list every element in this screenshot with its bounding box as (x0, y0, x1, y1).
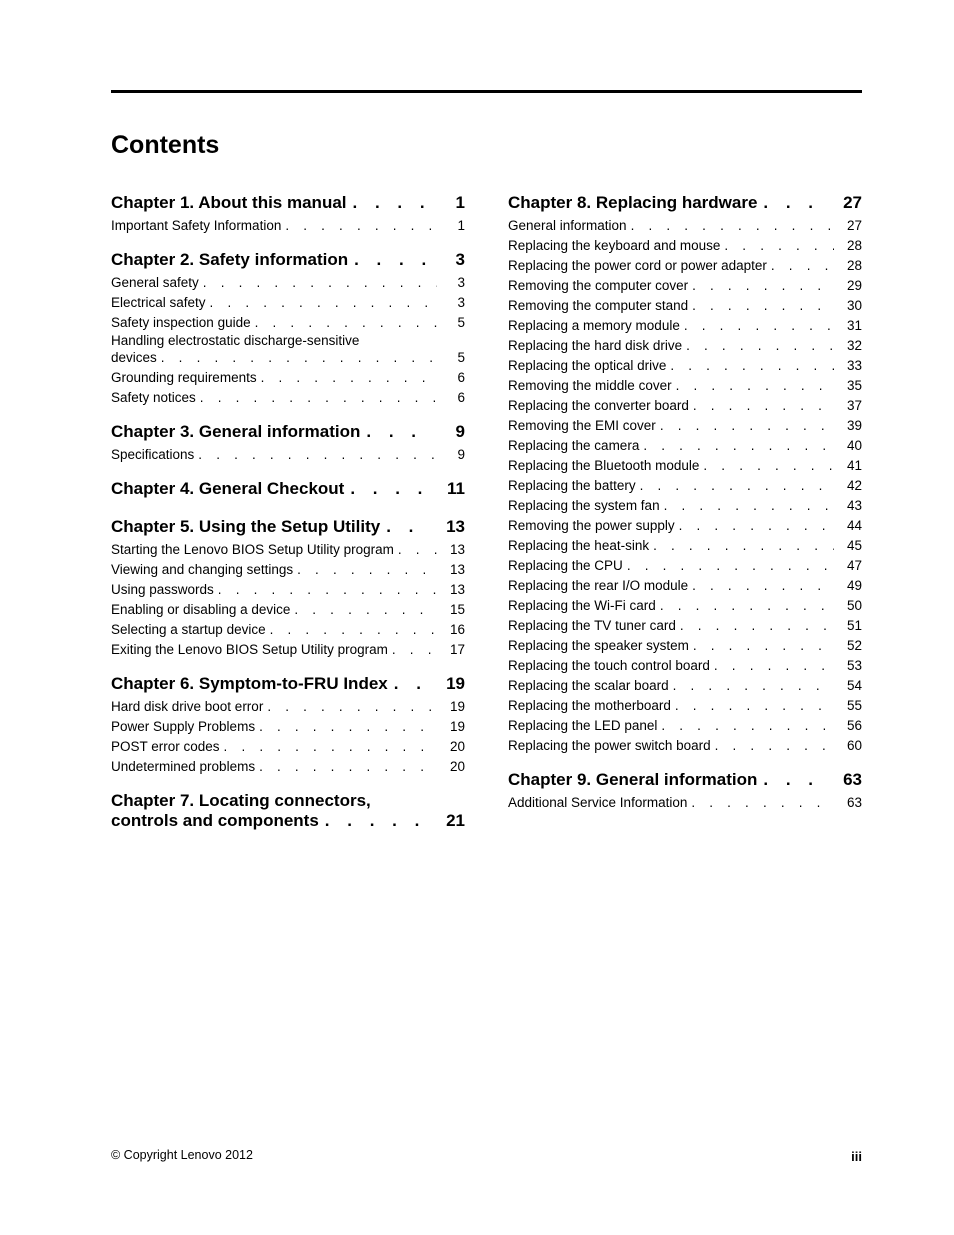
chapter-title: Chapter 5. Using the Setup Utility (111, 517, 381, 536)
entry-title: Hard disk drive boot error (111, 699, 264, 714)
entry-page-number: 3 (457, 275, 465, 290)
chapter-link[interactable] (508, 770, 862, 790)
entry-title: Replacing the CPU (508, 558, 623, 573)
toc-entry[interactable] (508, 736, 862, 756)
dot-leader (259, 717, 437, 737)
dot-leader (386, 517, 431, 537)
entry-title: Removing the middle cover (508, 378, 672, 393)
toc-entry[interactable] (111, 216, 465, 236)
entry-title: Replacing the keyboard and mouse (508, 238, 721, 253)
toc-entry[interactable] (111, 580, 465, 600)
dot-leader (640, 476, 834, 496)
entry-page-number: 13 (449, 562, 465, 577)
toc-entry[interactable] (508, 456, 862, 476)
dot-leader (771, 256, 834, 276)
entry-page-number: 40 (846, 438, 862, 453)
chapter-page-number: 9 (455, 422, 465, 441)
dot-leader (676, 376, 834, 396)
entry-page-number: 28 (846, 238, 862, 253)
toc-entry[interactable] (111, 620, 465, 640)
entry-page-number: 13 (449, 542, 465, 557)
toc-entry[interactable] (508, 576, 862, 596)
toc-entry[interactable] (508, 376, 862, 396)
dot-leader (692, 576, 834, 596)
dot-leader (664, 496, 834, 516)
chapter-title: Chapter 2. Safety information (111, 250, 349, 269)
dot-leader (660, 416, 834, 436)
dot-leader (691, 793, 834, 813)
toc-entry[interactable] (508, 636, 862, 656)
entry-page-number: 52 (846, 638, 862, 653)
entry-page-number: 43 (846, 498, 862, 513)
entry-page-number: 53 (846, 658, 862, 673)
entry-title: Important Safety Information (111, 218, 282, 233)
toc-entry[interactable] (508, 556, 862, 576)
toc-entry[interactable] (508, 236, 862, 256)
dot-leader (261, 368, 437, 388)
chapter-link[interactable] (111, 422, 465, 442)
dot-leader (325, 811, 431, 831)
entry-page-number: 33 (846, 358, 862, 373)
toc-entry[interactable] (111, 273, 465, 293)
entry-title: Replacing the heat-sink (508, 538, 650, 553)
entry-page-number: 3 (457, 295, 465, 310)
entry-page-number: 30 (846, 298, 862, 313)
toc-entry[interactable] (111, 388, 465, 408)
chapter-title: Chapter 9. General information (508, 770, 758, 789)
dot-leader (724, 236, 834, 256)
toc-entry[interactable] (508, 216, 862, 236)
entry-title: General information (508, 218, 627, 233)
chapter-spacer (111, 834, 465, 849)
entry-page-number: 47 (846, 558, 862, 573)
entry-page-number: 39 (846, 418, 862, 433)
entry-page-number: 54 (846, 678, 862, 693)
entry-page-number: 55 (846, 698, 862, 713)
dot-leader (715, 736, 834, 756)
chapter-entries (111, 273, 465, 408)
entry-page-number: 63 (846, 795, 862, 810)
entry-title: Replacing a memory module (508, 318, 680, 333)
chapter-title: Chapter 6. Symptom-to-FRU Index (111, 674, 388, 693)
entry-page-number: 44 (846, 518, 862, 533)
entry-page-number: 17 (449, 642, 465, 657)
page-number: iii (851, 1149, 862, 1164)
dot-leader (660, 596, 834, 616)
entry-page-number: 20 (449, 759, 465, 774)
chapter-page-number: 63 (843, 770, 862, 789)
chapter-entries (111, 697, 465, 777)
dot-leader (394, 674, 431, 694)
chapter-spacer (508, 756, 862, 770)
dot-leader (763, 770, 828, 790)
chapter-heading (111, 674, 465, 694)
chapter-link[interactable] (111, 479, 465, 499)
entry-page-number: 56 (846, 718, 862, 733)
entry-page-number: 42 (846, 478, 862, 493)
dot-leader (353, 193, 431, 213)
dot-leader (675, 696, 834, 716)
entry-title: Replacing the motherboard (508, 698, 671, 713)
chapter-heading (111, 479, 465, 499)
chapter-heading (508, 770, 862, 790)
entry-title: Additional Service Information (508, 795, 688, 810)
entry-title: Replacing the hard disk drive (508, 338, 683, 353)
entry-page-number: 19 (449, 699, 465, 714)
dot-leader (763, 193, 828, 213)
chapter-heading (111, 250, 465, 270)
dot-leader (294, 600, 437, 620)
dot-leader (661, 716, 834, 736)
dot-leader (693, 636, 834, 656)
entry-page-number: 50 (846, 598, 862, 613)
entry-title: Removing the computer cover (508, 278, 689, 293)
dot-leader (210, 293, 437, 313)
toc-entry[interactable] (508, 336, 862, 356)
dot-leader (285, 216, 437, 236)
chapter-page-number: 21 (446, 811, 465, 830)
dot-leader (270, 620, 437, 640)
toc-entry[interactable] (508, 476, 862, 496)
dot-leader (643, 436, 834, 456)
entry-title: General safety (111, 275, 199, 290)
entry-title: Removing the power supply (508, 518, 675, 533)
toc-entry[interactable] (111, 640, 465, 660)
chapter-spacer (111, 465, 465, 479)
entry-page-number: 1 (457, 218, 465, 233)
toc-entry[interactable] (508, 436, 862, 456)
dot-leader (631, 216, 834, 236)
dot-leader (354, 250, 431, 270)
entry-title: Specifications (111, 447, 195, 462)
entry-page-number: 5 (457, 350, 465, 365)
toc-entry[interactable] (508, 496, 862, 516)
dot-leader (203, 273, 437, 293)
dot-leader (161, 348, 437, 368)
entry-title: Replacing the battery (508, 478, 636, 493)
entry-page-number: 51 (846, 618, 862, 633)
chapter-link[interactable] (111, 674, 465, 694)
toc-entry[interactable] (508, 596, 862, 616)
toc-entry[interactable] (508, 276, 862, 296)
chapter-page-number: 11 (447, 479, 465, 498)
entry-page-number: 29 (846, 278, 862, 293)
dot-leader (255, 313, 437, 333)
chapter-spacer (111, 660, 465, 674)
dot-leader (297, 560, 437, 580)
chapter-entries (508, 216, 862, 756)
chapter-heading (111, 193, 465, 213)
dot-leader (350, 479, 431, 499)
toc-entry[interactable] (508, 516, 862, 536)
chapter-page-number: 3 (455, 250, 465, 269)
toc-entry[interactable] (508, 716, 862, 736)
chapter-spacer (111, 502, 465, 517)
dot-leader (686, 336, 834, 356)
entry-page-number: 60 (846, 738, 862, 753)
toc-entry[interactable] (508, 356, 862, 376)
copyright-notice: © Copyright Lenovo 2012 (111, 1148, 253, 1162)
chapter-title: Chapter 1. About this manual (111, 193, 347, 212)
dot-leader (259, 757, 437, 777)
entry-page-number: 45 (846, 538, 862, 553)
entry-title: Exiting the Lenovo BIOS Setup Utility program (111, 642, 388, 657)
entry-title: Using passwords (111, 582, 214, 597)
dot-leader (679, 516, 834, 536)
toc-entry[interactable] (508, 696, 862, 716)
toc-entry[interactable] (508, 256, 862, 276)
toc-entry[interactable] (111, 757, 465, 777)
entry-title: Replacing the power switch board (508, 738, 711, 753)
chapter-spacer (508, 813, 862, 827)
chapter-page-number: 13 (446, 517, 465, 536)
chapter-heading (111, 422, 465, 442)
entry-title: Replacing the camera (508, 438, 640, 453)
entry-page-number: 16 (449, 622, 465, 637)
entry-page-number: 5 (457, 315, 465, 330)
dot-leader (692, 276, 834, 296)
toc-left-column (111, 193, 465, 849)
chapter-page-number: 27 (843, 193, 862, 212)
dot-leader (670, 356, 834, 376)
entry-title: Replacing the Wi-Fi card (508, 598, 656, 613)
dot-leader (693, 396, 834, 416)
dot-leader (684, 316, 834, 336)
chapter-heading (111, 791, 465, 831)
chapter-heading (508, 193, 862, 213)
toc-entry[interactable] (111, 600, 465, 620)
chapter-title: Chapter 3. General information (111, 422, 361, 441)
chapter-spacer (111, 408, 465, 422)
entry-title: Enabling or disabling a device (111, 602, 291, 617)
entry-page-number: 49 (846, 578, 862, 593)
toc-entry[interactable] (111, 348, 465, 368)
entry-title: Replacing the Bluetooth module (508, 458, 700, 473)
entry-page-number: 27 (846, 218, 862, 233)
dot-leader (224, 737, 437, 757)
toc-entry[interactable] (111, 737, 465, 757)
entry-page-number: 28 (846, 258, 862, 273)
toc-entry[interactable] (508, 296, 862, 316)
dot-leader (398, 540, 437, 560)
chapter-page-number: 1 (455, 193, 465, 212)
toc-entry[interactable] (508, 536, 862, 556)
entry-title: Electrical safety (111, 295, 206, 310)
entry-title: Replacing the scalar board (508, 678, 669, 693)
entry-title: Safety inspection guide (111, 315, 251, 330)
entry-page-number: 6 (457, 390, 465, 405)
toc-entry[interactable] (508, 656, 862, 676)
dot-leader (218, 580, 437, 600)
entry-title: Replacing the TV tuner card (508, 618, 676, 633)
dot-leader (692, 296, 834, 316)
toc-entry[interactable] (111, 445, 465, 465)
dot-leader (673, 676, 834, 696)
entry-page-number: 13 (449, 582, 465, 597)
entry-title: devices (111, 350, 157, 365)
entry-title: Starting the Lenovo BIOS Setup Utility program (111, 542, 394, 557)
toc-entry[interactable] (111, 697, 465, 717)
dot-leader (653, 536, 834, 556)
toc-entry[interactable] (111, 560, 465, 580)
toc-entry[interactable] (508, 616, 862, 636)
dot-leader (627, 556, 834, 576)
toc-entry[interactable] (111, 293, 465, 313)
chapter-title-line: Chapter 7. Locating connectors, (111, 791, 371, 810)
chapter-link[interactable] (111, 250, 465, 270)
chapter-entries (111, 540, 465, 660)
chapter-entries (508, 793, 862, 813)
entry-page-number: 37 (846, 398, 862, 413)
chapter-entries (111, 216, 465, 236)
header-rule (111, 90, 862, 93)
chapter-link[interactable] (508, 193, 862, 213)
dot-leader (366, 422, 431, 442)
entry-page-number: 41 (846, 458, 862, 473)
chapter-title: controls and components (111, 811, 319, 830)
dot-leader (392, 640, 437, 660)
toc-entry[interactable] (508, 396, 862, 416)
dot-leader (714, 656, 834, 676)
toc-entry[interactable] (508, 416, 862, 436)
entry-title: Removing the computer stand (508, 298, 689, 313)
entry-title: Power Supply Problems (111, 719, 256, 734)
entry-title: Replacing the converter board (508, 398, 689, 413)
entry-page-number: 15 (449, 602, 465, 617)
toc-right-column (508, 193, 862, 827)
entry-title: Undetermined problems (111, 759, 256, 774)
toc-entry[interactable] (508, 676, 862, 696)
entry-page-number: 35 (846, 378, 862, 393)
entry-title: Replacing the speaker system (508, 638, 689, 653)
entry-title: Selecting a startup device (111, 622, 266, 637)
chapter-entries (111, 445, 465, 465)
dot-leader (267, 697, 437, 717)
toc-entry[interactable] (508, 316, 862, 336)
toc-entry[interactable] (111, 313, 465, 333)
chapter-link[interactable] (111, 517, 465, 537)
entry-page-number: 19 (449, 719, 465, 734)
entry-page-number: 20 (449, 739, 465, 754)
chapter-spacer (111, 236, 465, 250)
page-title: Contents (111, 131, 220, 159)
entry-title: Viewing and changing settings (111, 562, 294, 577)
toc-entry[interactable] (508, 793, 862, 813)
dot-leader (680, 616, 834, 636)
chapter-link[interactable] (111, 811, 465, 831)
entry-title: Replacing the power cord or power adapter (508, 258, 767, 273)
toc-entry[interactable] (111, 540, 465, 560)
chapter-title: Chapter 4. General Checkout (111, 479, 345, 498)
dot-leader (198, 445, 437, 465)
entry-title: Replacing the system fan (508, 498, 660, 513)
entry-page-number: 31 (846, 318, 862, 333)
entry-title-line: Handling electrostatic discharge-sensitive (111, 333, 360, 348)
chapter-page-number: 19 (446, 674, 465, 693)
entry-title: Safety notices (111, 390, 196, 405)
entry-page-number: 6 (457, 370, 465, 385)
entry-page-number: 32 (846, 338, 862, 353)
chapter-title: Chapter 8. Replacing hardware (508, 193, 758, 212)
toc-entry[interactable] (111, 368, 465, 388)
dot-leader (200, 388, 437, 408)
chapter-heading (111, 517, 465, 537)
entry-title: Replacing the rear I/O module (508, 578, 689, 593)
entry-title: Replacing the LED panel (508, 718, 658, 733)
chapter-link[interactable] (111, 193, 465, 213)
entry-title: Grounding requirements (111, 370, 257, 385)
chapter-spacer (111, 777, 465, 791)
entry-title: Removing the EMI cover (508, 418, 656, 433)
entry-title: Replacing the optical drive (508, 358, 667, 373)
entry-title: POST error codes (111, 739, 220, 754)
toc-entry[interactable] (111, 717, 465, 737)
entry-title: Replacing the touch control board (508, 658, 710, 673)
dot-leader (703, 456, 834, 476)
entry-page-number: 9 (457, 447, 465, 462)
